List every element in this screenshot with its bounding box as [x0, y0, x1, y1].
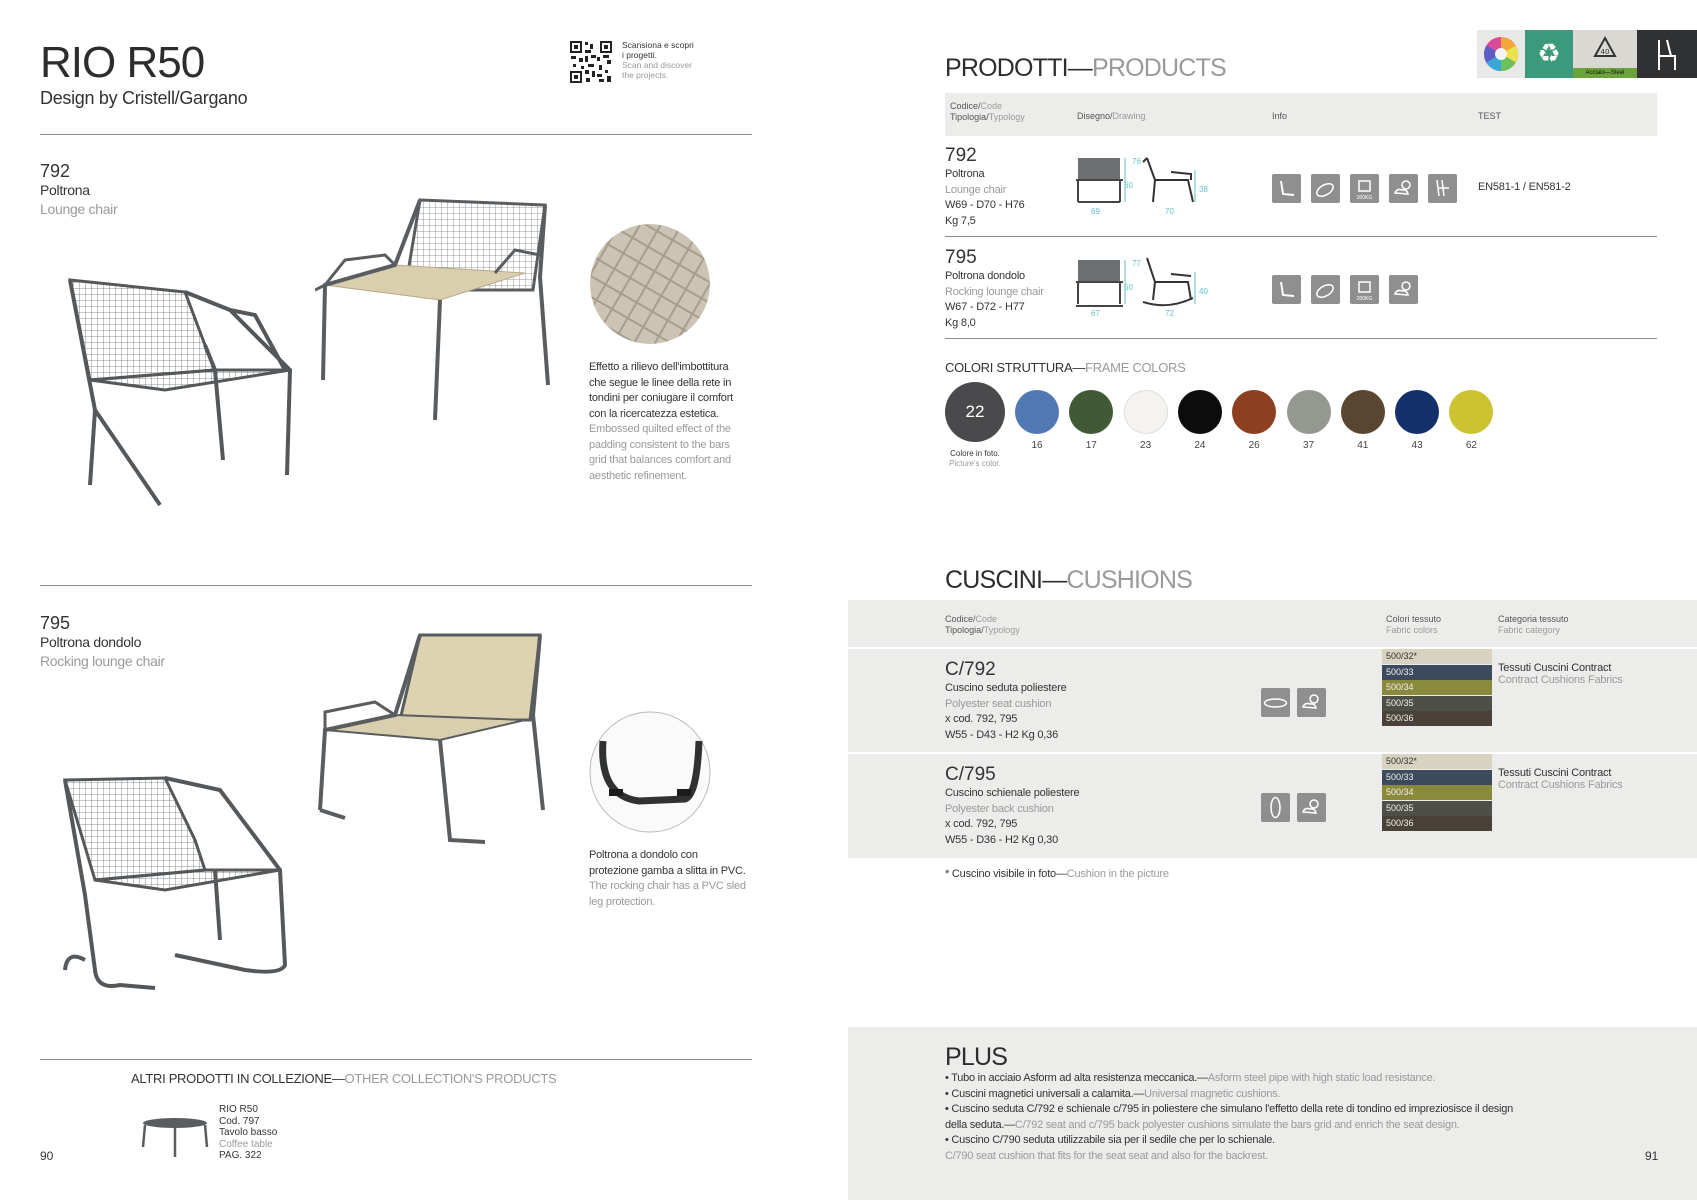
- color-swatch-label: 23: [1140, 440, 1152, 451]
- rocking-chair-photo: [55, 770, 295, 1000]
- header-drawing: [1077, 111, 1146, 122]
- page-number-right: 91: [1645, 1149, 1659, 1163]
- products-table-header: [945, 93, 1657, 136]
- fabric-swatch[interactable]: 500/33: [1382, 665, 1492, 680]
- header-type-it: Tipologia/: [950, 112, 989, 122]
- cushion-header-type-it: Tipologia/: [945, 625, 984, 635]
- fabric-swatch[interactable]: 500/34: [1382, 680, 1492, 695]
- color-swatch-26[interactable]: [1232, 390, 1276, 434]
- caption-line: Embossed quilted effect of the: [589, 423, 731, 435]
- other-product-info[interactable]: [219, 1104, 277, 1162]
- quilted-detail-photo: [589, 223, 711, 345]
- row-name-en: Lounge chair: [945, 183, 1007, 196]
- row-dimensions: W67 - D72 - H77: [945, 301, 1025, 313]
- caption-line: Effetto a rilievo dell'imbottitura: [589, 361, 729, 373]
- product-name-en: Rocking lounge chair: [40, 653, 165, 669]
- other-products-en: OTHER COLLECTION'S PRODUCTS: [344, 1071, 557, 1086]
- plus-item-en: C/792 seat and c/795 back polyester cushions simulate the bars grid and enrich the seat design.: [1014, 1118, 1460, 1131]
- fabric-category-en: Contract Cushions Fabrics: [1498, 674, 1623, 686]
- color-swatch-41[interactable]: [1341, 390, 1385, 434]
- color-swatch-22[interactable]: [945, 382, 1005, 442]
- header-code: [950, 101, 1025, 123]
- steel-badge: [1573, 30, 1637, 78]
- caption-line: leg protection.: [589, 895, 656, 908]
- caption-line: protezione gamba a slitta in PVC.: [589, 864, 746, 877]
- other-product-type-en: Coffee table: [219, 1138, 273, 1150]
- color-swatch-label: 37: [1302, 440, 1315, 451]
- table-row: [945, 247, 1044, 331]
- header-test: TEST: [1478, 111, 1502, 121]
- plus-item: [945, 1149, 1665, 1165]
- qr-caption-it-2: i progetti.: [622, 50, 657, 60]
- fabric-category-en: Contract Cushions Fabrics: [1498, 779, 1623, 791]
- picture-color-en: Picture's color.: [949, 459, 1001, 468]
- lounge-chair-photo: [55, 270, 305, 510]
- fabric-swatch[interactable]: 500/36: [1382, 711, 1492, 726]
- cushion-icon: [1311, 174, 1340, 203]
- rocker-detail-photo: [589, 711, 711, 833]
- products-heading-en: PRODUCTS: [1091, 54, 1226, 82]
- fabric-swatch[interactable]: 500/35: [1382, 801, 1492, 816]
- stackable-icon: [1428, 174, 1457, 203]
- row-name-en: Rocking lounge chair: [945, 285, 1044, 298]
- product-795-label: [40, 613, 165, 669]
- weight-load-icon: [1350, 275, 1379, 304]
- color-swatch-label: 22: [965, 402, 985, 421]
- cushion-row: [945, 659, 1067, 743]
- product-code: 795: [40, 613, 71, 633]
- cushion-name-it: Cuscino seduta poliestere: [945, 682, 1067, 694]
- cushion-dimensions: W55 - D36 - H2 Kg 0,30: [945, 833, 1058, 846]
- weather-icon: [1297, 793, 1326, 822]
- weather-icon: [1389, 174, 1418, 203]
- cushion-icon: [1311, 275, 1340, 304]
- designer-credit: Design by Cristell/Gargano: [40, 88, 248, 108]
- caption-line: tondini per coniugare il comfort: [589, 392, 734, 404]
- fabric-swatch[interactable]: 500/32*: [1382, 754, 1492, 769]
- other-product-type-it: Tavolo basso: [219, 1127, 278, 1138]
- header-drawing-it: Disegno/: [1077, 111, 1113, 121]
- coffee-table-thumbnail[interactable]: [140, 1115, 210, 1160]
- seat-cushion-icon: [1261, 688, 1290, 717]
- cushion-name-en: Polyester back cushion: [945, 802, 1054, 815]
- color-swatch-17[interactable]: [1069, 390, 1113, 434]
- seat-icon: [1272, 174, 1301, 203]
- steel-label: Acciaio—Steel: [1573, 68, 1637, 78]
- row-name-it: Poltrona dondolo: [945, 270, 1025, 282]
- rocker-caption: [589, 848, 759, 910]
- frame-colors-heading: [945, 360, 1186, 375]
- product-name-it: Poltrona dondolo: [40, 634, 142, 650]
- cushion-header-code: [945, 614, 1020, 636]
- weather-icon: [1297, 688, 1326, 717]
- dim-depth: 70: [1165, 207, 1174, 216]
- cushion-code: C/795: [945, 764, 996, 785]
- fabric-swatch[interactable]: 500/33: [1382, 770, 1492, 785]
- divider-middle: [40, 585, 752, 586]
- row-dimensions: W69 - D70 - H76: [945, 199, 1025, 211]
- dim-arm: 40: [1199, 287, 1208, 296]
- color-swatch-23[interactable]: [1124, 390, 1168, 434]
- color-swatch-43[interactable]: [1395, 390, 1439, 434]
- color-swatch-62[interactable]: [1449, 390, 1493, 434]
- load-label: 200KG: [1356, 296, 1373, 302]
- divider-bottom: [40, 1059, 752, 1060]
- cushions-heading: [945, 566, 1192, 595]
- plus-item-en: C/790 seat cushion that fits for the seat seat and also for the backrest.: [945, 1149, 1268, 1162]
- other-product-code: Cod. 797: [219, 1115, 260, 1127]
- color-swatch-label: 62: [1465, 440, 1477, 451]
- fabric-category-it: Tessuti Cuscini Contract: [1498, 662, 1612, 674]
- qr-caption-it-1: Scansiona e scopri: [622, 40, 694, 50]
- collection-title: RIO R50: [40, 38, 205, 87]
- weight-load-icon: [1350, 174, 1379, 203]
- fabric-swatch[interactable]: 500/35: [1382, 696, 1492, 711]
- cushions-heading-it: CUSCINI: [945, 566, 1043, 594]
- caption-line: Poltrona a dondolo con: [589, 849, 698, 861]
- fabric-category-en: Fabric category: [1498, 625, 1561, 635]
- drawing-795: [1073, 252, 1213, 322]
- cushion-note-en: Cushion in the picture: [1066, 868, 1169, 880]
- product-792-label: [40, 161, 117, 217]
- plus-list: [945, 1071, 1665, 1164]
- other-product-name: RIO R50: [219, 1104, 258, 1115]
- plus-item: [945, 1118, 1665, 1134]
- qr-caption-en-2: the projects.: [622, 70, 669, 80]
- dim-height: 76: [1132, 157, 1141, 166]
- row-divider: [945, 236, 1657, 237]
- cushion-header-code-en: Code: [975, 614, 998, 624]
- cushion-divider: [848, 647, 1697, 649]
- color-wheel-icon: [1477, 30, 1525, 78]
- dim-arm: 38: [1199, 185, 1208, 194]
- fabric-colors-en: Fabric colors: [1386, 625, 1438, 635]
- badge-strip: [1477, 30, 1697, 78]
- cushion-divider: [848, 752, 1697, 754]
- seat-icon: [1272, 275, 1301, 304]
- separator: —: [331, 1071, 345, 1086]
- products-heading: [945, 54, 1226, 83]
- row-code: 795: [945, 247, 977, 268]
- cushion-header-type-en: Typology: [983, 625, 1020, 635]
- frame-colors-it: COLORI STRUTTURA: [945, 360, 1073, 375]
- row-code: 792: [945, 145, 977, 166]
- cushion-fits: x cod. 792, 795: [945, 818, 1018, 830]
- product-code: 792: [40, 161, 71, 181]
- plus-item: [945, 1071, 1665, 1087]
- divider-top: [40, 134, 752, 135]
- separator: —: [1042, 566, 1067, 594]
- color-swatch-label: 16: [1031, 440, 1043, 451]
- qr-caption: [622, 40, 712, 80]
- plus-item: [945, 1133, 1665, 1149]
- dim-depth: 72: [1165, 309, 1174, 318]
- cushion-row: [945, 764, 1079, 848]
- color-swatch-label: 43: [1411, 440, 1423, 451]
- row-name-it: Poltrona: [945, 168, 985, 180]
- color-wheel-badge: [1477, 30, 1525, 78]
- fabric-swatch[interactable]: 500/36: [1382, 816, 1492, 831]
- plus-item-en: Universal magnetic cushions.: [1144, 1087, 1281, 1100]
- dim-width: 67: [1091, 309, 1100, 318]
- header-drawing-en: Drawing: [1112, 111, 1146, 121]
- cushion-header-code-it: Codice/: [945, 614, 976, 624]
- weather-icon: [1389, 275, 1418, 304]
- plus-title: PLUS: [945, 1043, 1008, 1071]
- qr-code-icon[interactable]: [569, 40, 613, 84]
- caption-line: padding consistent to the bars: [589, 438, 730, 451]
- caption-line: con la ricercatezza estetica.: [589, 407, 719, 420]
- load-label: 200KG: [1356, 195, 1373, 201]
- dim-seat: 60: [1124, 181, 1133, 190]
- plus-item-it: della seduta.—: [945, 1118, 1015, 1131]
- plus-item-it: • Cuscino C/790 seduta utilizzabile sia per il sedile che per lo schienale.: [945, 1134, 1275, 1146]
- separator: —: [1067, 54, 1092, 82]
- plus-item: [945, 1087, 1665, 1103]
- cushion-code: C/792: [945, 659, 996, 680]
- fabric-category-it: Tessuti Cuscini Contract: [1498, 767, 1612, 779]
- header-type-en: Typology: [988, 112, 1025, 122]
- header-code-en: Code: [980, 101, 1003, 111]
- fabric-category: [1498, 767, 1623, 791]
- page-number-left: 90: [40, 1149, 54, 1163]
- color-swatch-label: 24: [1194, 440, 1206, 451]
- color-swatch-label: 17: [1085, 440, 1097, 451]
- color-swatch-label: 26: [1248, 440, 1260, 451]
- fabric-colors-it: Colori tessuto: [1386, 614, 1442, 624]
- other-products-heading: [131, 1071, 556, 1086]
- svg-text:♻: ♻: [1537, 39, 1561, 69]
- header-code-it: Codice/: [950, 101, 981, 111]
- other-products-it: ALTRI PRODOTTI IN COLLEZIONE: [131, 1071, 332, 1086]
- separator: —: [1055, 868, 1067, 880]
- cushion-header-fabric-category: [1498, 614, 1569, 636]
- table-row: [945, 145, 1025, 229]
- color-swatch-24[interactable]: [1178, 390, 1222, 434]
- cushion-header-fabric-colors: [1386, 614, 1441, 636]
- color-swatch-16[interactable]: [1015, 390, 1059, 434]
- products-heading-it: PRODOTTI: [945, 54, 1068, 82]
- picture-color-it: Colore in foto.: [950, 449, 1000, 458]
- plus-item: [945, 1102, 1665, 1118]
- plus-item-it: • Tubo in acciaio Asform ad alta resistenza meccanica.—: [945, 1072, 1208, 1084]
- drawing-792: [1073, 150, 1213, 220]
- plus-item-it: • Cuscini magnetici universali a calamita.—: [945, 1087, 1145, 1100]
- caption-line: che segue le linee della rete in: [589, 376, 732, 389]
- header-info: Info: [1272, 111, 1288, 121]
- fabric-swatch[interactable]: 500/34: [1382, 785, 1492, 800]
- fabric-category: [1498, 662, 1623, 686]
- caption-line: The rocking chair has a PVC sled: [589, 880, 746, 892]
- rocking-chair-cushion-photo: [315, 630, 555, 850]
- chair-icon: [1637, 30, 1697, 78]
- color-swatch-37[interactable]: [1287, 390, 1331, 434]
- dim-height: 77: [1132, 259, 1141, 268]
- test-standard: EN581-1 / EN581-2: [1478, 181, 1571, 193]
- other-product-page: PAG. 322: [219, 1150, 262, 1161]
- svg-text:40: 40: [1600, 48, 1610, 56]
- dim-seat: 60: [1124, 283, 1133, 292]
- caption-line: aesthetic refinement.: [589, 469, 687, 482]
- plus-item-en: Asform steel pipe with high static load resistance.: [1207, 1072, 1436, 1084]
- cushion-note: [945, 868, 1169, 880]
- row-weight: Kg 7,5: [945, 214, 976, 227]
- qr-caption-en-1: Scan and discover: [622, 60, 692, 70]
- frame-colors-en: FRAME COLORS: [1085, 360, 1186, 375]
- cushion-fits: x cod. 792, 795: [945, 713, 1018, 725]
- row-weight: Kg 8,0: [945, 316, 976, 329]
- lounge-chair-cushion-photo: [315, 195, 555, 425]
- plus-item-it: • Cuscino seduta C/792 e schienale c/795 in poliestere che simulano l'effetto della rete di tondino ed impreziosisce il design: [945, 1103, 1513, 1115]
- product-name-it: Poltrona: [40, 182, 90, 198]
- quilted-caption: [589, 360, 749, 484]
- color-swatch-label: 41: [1357, 440, 1369, 451]
- cushion-name-en: Polyester seat cushion: [945, 697, 1052, 710]
- cushions-heading-en: CUSHIONS: [1066, 566, 1192, 594]
- dim-width: 69: [1091, 207, 1100, 216]
- separator: —: [1072, 360, 1086, 375]
- steel-recycle-icon: [1573, 30, 1637, 68]
- chair-badge: [1637, 30, 1697, 78]
- back-cushion-icon: [1261, 793, 1290, 822]
- picture-color-note: [945, 449, 1005, 469]
- fabric-category-it: Categoria tessuto: [1498, 614, 1569, 624]
- row-divider: [945, 338, 1657, 339]
- recycle-icon: [1525, 30, 1573, 78]
- cushion-dimensions: W55 - D43 - H2 Kg 0,36: [945, 728, 1058, 741]
- product-name-en: Lounge chair: [40, 201, 118, 217]
- fabric-swatch[interactable]: 500/32*: [1382, 649, 1492, 664]
- cushion-note-it: * Cuscino visibile in foto: [945, 868, 1056, 880]
- caption-line: grid that balances comfort and: [589, 454, 731, 466]
- cushion-name-it: Cuscino schienale poliestere: [945, 787, 1080, 799]
- recycle-badge: [1525, 30, 1573, 78]
